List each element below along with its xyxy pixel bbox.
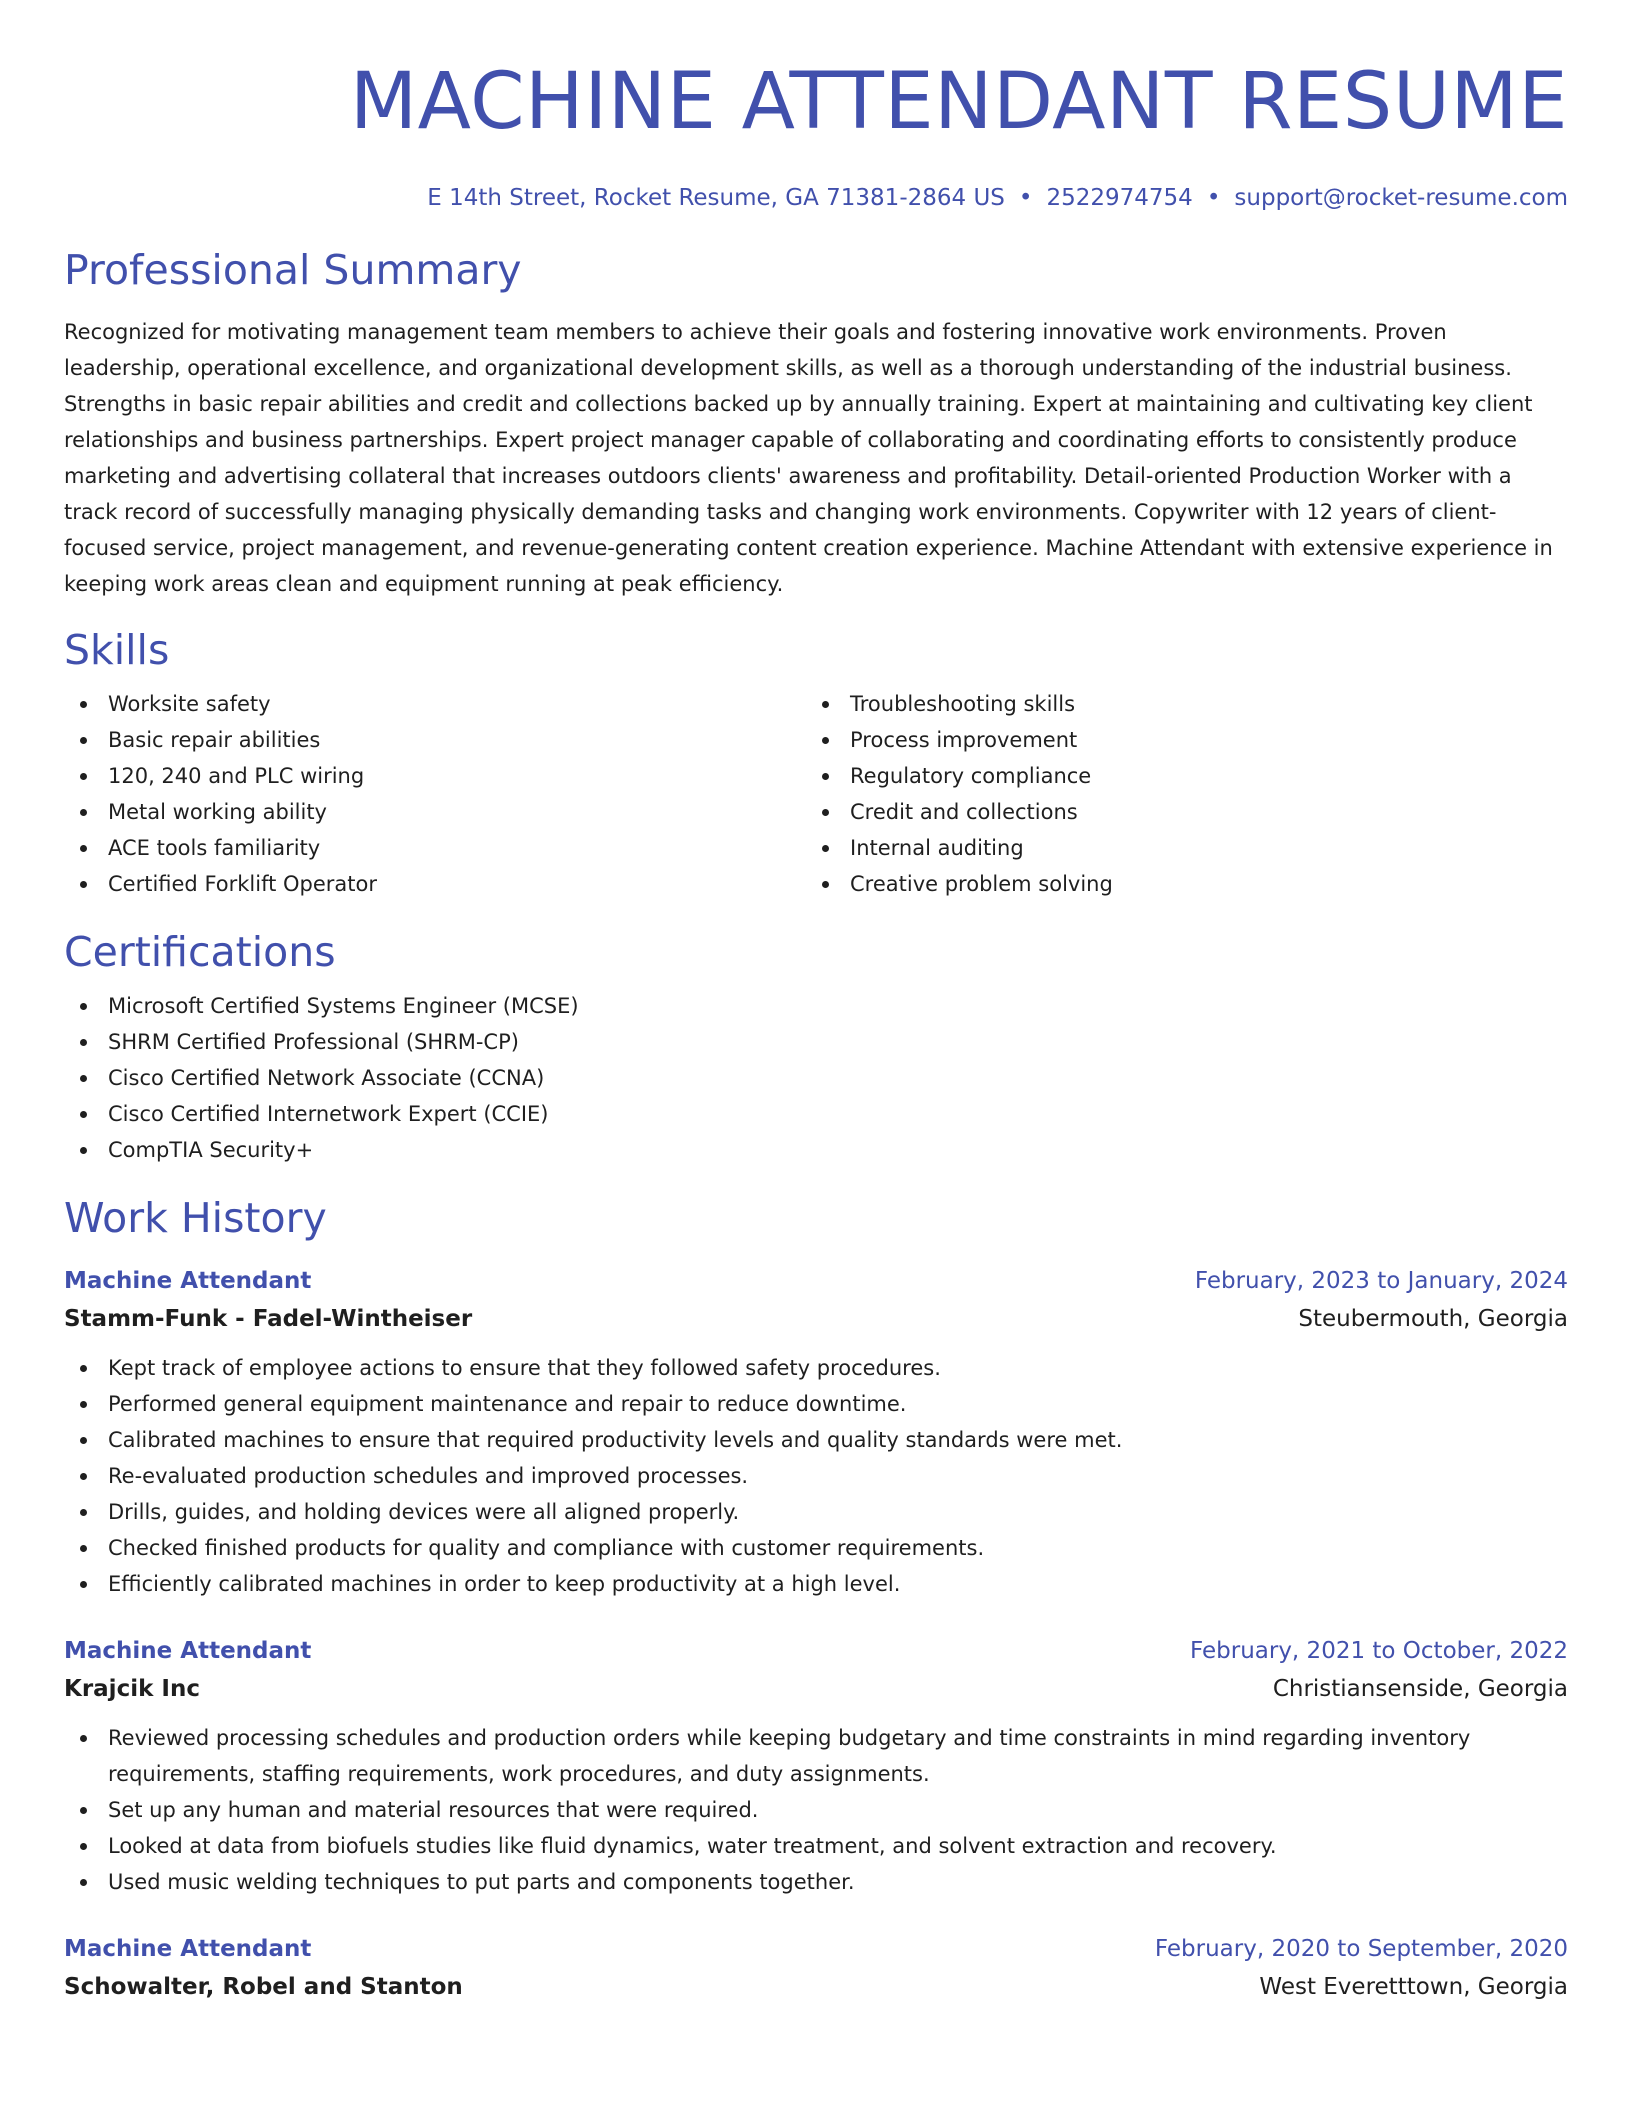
section-heading: Skills	[64, 626, 170, 674]
skill-item: Credit and collections	[806, 794, 1548, 830]
section-heading: Work History	[64, 1194, 327, 1242]
certifications-section	[64, 924, 1568, 1168]
work-history-section	[64, 1190, 1568, 2006]
job-bullet: Looked at data from biofuels studies like fluid dynamics, water treatment, and solvent extraction and recovery.	[64, 1828, 1568, 1864]
job-bullet: Used music welding techniques to put parts and components together.	[64, 1864, 1568, 1900]
job-company-row	[64, 1968, 1568, 2006]
job-location: Christiansenside, Georgia	[1272, 1676, 1568, 1702]
certifications-list	[64, 988, 1568, 1168]
job-bullet: Calibrated machines to ensure that required productivity levels and quality standards were met.	[64, 1422, 1568, 1458]
skill-item: Worksite safety	[64, 686, 806, 722]
skills-list-left	[64, 686, 806, 902]
job-company-row	[64, 1670, 1568, 1708]
job-bullet: Set up any human and material resources that were required.	[64, 1792, 1568, 1828]
job-entry	[64, 1930, 1568, 2006]
skill-item: Creative problem solving	[806, 866, 1548, 902]
job-title-row	[64, 1930, 1568, 1968]
skill-item: Basic repair abilities	[64, 722, 806, 758]
job-title: Machine Attendant	[64, 1638, 312, 1664]
skill-item: Internal auditing	[806, 830, 1548, 866]
job-location: Steubermouth, Georgia	[1298, 1306, 1568, 1332]
certification-item: Microsoft Certified Systems Engineer (MCSE)	[64, 988, 1568, 1024]
job-bullets	[64, 1720, 1568, 1900]
job-company: Schowalter, Robel and Stanton	[64, 1974, 463, 2000]
job-bullet: Efficiently calibrated machines in order to keep productivity at a high level.	[64, 1566, 1568, 1602]
job-title: Machine Attendant	[64, 1268, 312, 1294]
resume-header	[64, 52, 1568, 214]
skill-item: 120, 240 and PLC wiring	[64, 758, 806, 794]
job-bullet: Re-evaluated production schedules and improved processes.	[64, 1458, 1568, 1494]
job-dates: February, 2020 to September, 2020	[1154, 1936, 1568, 1962]
job-company: Krajcik Inc	[64, 1676, 200, 1702]
section-heading: Certifications	[64, 928, 336, 976]
skill-item: Metal working ability	[64, 794, 806, 830]
skills-list-right	[806, 686, 1548, 902]
address: E 14th Street, Rocket Resume, GA 71381-2864 US	[427, 185, 1005, 211]
certification-item: Cisco Certified Internetwork Expert (CCIE)	[64, 1096, 1568, 1132]
skills-section	[64, 622, 1568, 902]
email: support@rocket-resume.com	[1234, 185, 1568, 211]
job-bullets	[64, 1350, 1568, 1602]
resume-title: MACHINE ATTENDANT RESUME	[349, 57, 1568, 147]
job-dates: February, 2023 to January, 2024	[1194, 1268, 1568, 1294]
skill-item: Troubleshooting skills	[806, 686, 1548, 722]
contact-line	[64, 182, 1568, 214]
certification-item: CompTIA Security+	[64, 1132, 1568, 1168]
phone: 2522974754	[1046, 185, 1193, 211]
contact-separator: •	[1018, 185, 1033, 211]
job-bullet: Checked finished products for quality and compliance with customer requirements.	[64, 1530, 1568, 1566]
job-location: West Everetttown, Georgia	[1259, 1974, 1568, 2000]
job-title-row	[64, 1262, 1568, 1300]
job-title-row	[64, 1632, 1568, 1670]
job-entry	[64, 1262, 1568, 1602]
job-bullet: Kept track of employee actions to ensure that they followed safety procedures.	[64, 1350, 1568, 1386]
job-bullet: Reviewed processing schedules and production orders while keeping budgetary and time constraints in mind regarding inventory requirements, staffing requirements, work procedures, and duty assignments.	[64, 1720, 1568, 1792]
section-heading: Professional Summary	[64, 246, 522, 294]
job-company: Stamm-Funk - Fadel-Wintheiser	[64, 1306, 473, 1332]
job-company-row	[64, 1300, 1568, 1338]
skill-item: Regulatory compliance	[806, 758, 1548, 794]
job-title: Machine Attendant	[64, 1936, 312, 1962]
job-bullet: Drills, guides, and holding devices were all aligned properly.	[64, 1494, 1568, 1530]
certification-item: Cisco Certified Network Associate (CCNA)	[64, 1060, 1568, 1096]
skill-item: Certified Forklift Operator	[64, 866, 806, 902]
job-dates: February, 2021 to October, 2022	[1190, 1638, 1568, 1664]
skill-item: Process improvement	[806, 722, 1548, 758]
skills-columns	[64, 686, 1568, 902]
professional-summary-section	[64, 242, 1568, 602]
certification-item: SHRM Certified Professional (SHRM-CP)	[64, 1024, 1568, 1060]
job-bullet: Performed general equipment maintenance and repair to reduce downtime.	[64, 1386, 1568, 1422]
summary-text: Recognized for motivating management team members to achieve their goals and fostering innovative work environments. Proven leadership, operational excellence, and organizational development skills, as well as a thorough understanding of the industrial business. Strengths in basic repair abilities and credit and collections backed up by annually training. Expert at maintaining and cultivating key client relationships and business partnerships. Expert project manager capable of collaborating and coordinating efforts to consistently produce marketing and advertising collateral that increases outdoors clients' awareness and profitability. Detail-oriented Production Worker with a track record of successfully managing physically demanding tasks and changing work environments. Copywriter with 12 years of client-focused service, project management, and revenue-generating content creation experience. Machine Attendant with extensive experience in keeping work areas clean and equipment running at peak efficiency.	[64, 320, 1553, 596]
skill-item: ACE tools familiarity	[64, 830, 806, 866]
job-entry	[64, 1632, 1568, 1900]
contact-separator: •	[1206, 185, 1221, 211]
